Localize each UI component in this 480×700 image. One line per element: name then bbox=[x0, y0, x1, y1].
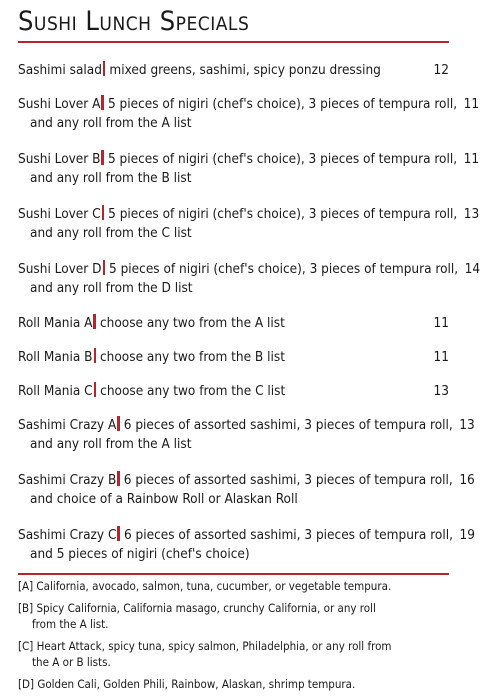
red-bar-separator bbox=[94, 382, 97, 397]
list-note-c bbox=[18, 639, 449, 670]
list-note-b bbox=[18, 601, 449, 632]
item-description: 5 pieces of nigiri (chef's choice), 3 pieces of tempura roll, bbox=[107, 96, 458, 112]
red-bar-separator bbox=[101, 150, 104, 165]
note-line: [B] Spicy California, California masago, crunchy California, or any roll bbox=[18, 601, 376, 615]
red-bar-separator bbox=[102, 205, 105, 220]
item-name: Sushi Lover A bbox=[18, 96, 101, 112]
note-line-continued: from the A list. bbox=[32, 616, 109, 631]
note-line: [D] Golden Cali, Golden Phili, Rainbow, Alaskan, shrimp tempura. bbox=[18, 677, 356, 691]
item-description: 6 pieces of assorted sashimi, 3 pieces of tempura roll, bbox=[123, 527, 453, 543]
red-bar-separator bbox=[117, 416, 120, 431]
item-name: Sushi Lover B bbox=[18, 151, 101, 167]
red-bar-separator bbox=[94, 348, 97, 363]
item-name: Sashimi Crazy C bbox=[18, 527, 117, 543]
item-description-continued: and any roll from the A list bbox=[30, 436, 192, 452]
item-description: 6 pieces of assorted sashimi, 3 pieces of tempura roll, bbox=[123, 472, 453, 488]
item-description-continued: and choice of a Rainbow Roll or Alaskan Roll bbox=[30, 491, 298, 507]
item-description: choose any two from the B list bbox=[100, 349, 285, 365]
item-price: 13 bbox=[459, 417, 475, 433]
title-divider bbox=[18, 41, 449, 43]
item-description: 6 pieces of assorted sashimi, 3 pieces of tempura roll, bbox=[123, 417, 453, 433]
item-description-continued: and any roll from the C list bbox=[30, 225, 192, 241]
menu-item bbox=[18, 205, 480, 243]
item-name: Sashimi Crazy A bbox=[18, 417, 117, 433]
item-description-continued: and any roll from the A list bbox=[30, 115, 192, 131]
list-note-a bbox=[18, 579, 449, 595]
item-description: mixed greens, sashimi, spicy ponzu dressing bbox=[109, 62, 381, 78]
item-name: Roll Mania A bbox=[18, 315, 93, 331]
red-bar-separator bbox=[93, 314, 96, 329]
red-bar-separator bbox=[101, 95, 104, 110]
menu-item bbox=[18, 95, 480, 133]
item-price: 13 bbox=[463, 206, 480, 222]
red-bar-separator bbox=[117, 471, 120, 486]
item-price: 11 bbox=[463, 96, 480, 112]
red-bar-separator bbox=[103, 260, 106, 275]
item-name: Sushi Lover D bbox=[18, 261, 102, 277]
menu-item bbox=[18, 314, 449, 333]
footer-divider bbox=[18, 573, 449, 575]
item-price: 14 bbox=[464, 261, 480, 277]
item-price: 12 bbox=[433, 62, 449, 78]
menu-item bbox=[18, 260, 480, 298]
item-description: 5 pieces of nigiri (chef's choice), 3 pieces of tempura roll, bbox=[109, 261, 459, 277]
item-price: 11 bbox=[463, 151, 480, 167]
menu-item bbox=[18, 348, 449, 367]
item-name: Sashimi Crazy B bbox=[18, 472, 117, 488]
item-description-continued: and 5 pieces of nigiri (chef's choice) bbox=[30, 546, 250, 562]
item-price: 19 bbox=[459, 527, 475, 543]
menu-item bbox=[18, 416, 475, 454]
item-price: 11 bbox=[433, 349, 449, 365]
menu-item bbox=[18, 471, 475, 509]
note-line-continued: the A or B lists. bbox=[32, 654, 111, 669]
item-name: Roll Mania C bbox=[18, 383, 93, 399]
item-description-continued: and any roll from the D list bbox=[30, 280, 193, 296]
red-bar-separator bbox=[117, 526, 120, 541]
note-line: [C] Heart Attack, spicy tuna, spicy salmon, Philadelphia, or any roll from bbox=[18, 639, 392, 653]
item-name: Sushi Lover C bbox=[18, 206, 101, 222]
menu-item bbox=[18, 526, 475, 564]
item-name: Sashimi salad bbox=[18, 62, 102, 78]
item-name: Roll Mania B bbox=[18, 349, 93, 365]
item-description: 5 pieces of nigiri (chef's choice), 3 pieces of tempura roll, bbox=[107, 151, 458, 167]
item-description: choose any two from the A list bbox=[99, 315, 285, 331]
item-description: 5 pieces of nigiri (chef's choice), 3 pieces of tempura roll, bbox=[108, 206, 458, 222]
item-description: choose any two from the C list bbox=[100, 383, 286, 399]
item-price: 11 bbox=[433, 315, 449, 331]
menu-item bbox=[18, 382, 449, 401]
item-description-continued: and any roll from the B list bbox=[30, 170, 192, 186]
red-bar-separator bbox=[103, 61, 106, 76]
list-note-d bbox=[18, 677, 449, 693]
page-title: Sushi Lunch Specials bbox=[18, 6, 250, 37]
item-price: 16 bbox=[459, 472, 475, 488]
note-line: [A] California, avocado, salmon, tuna, cucumber, or vegetable tempura. bbox=[18, 579, 392, 593]
menu-item bbox=[18, 150, 480, 188]
item-price: 13 bbox=[433, 383, 449, 399]
menu-item bbox=[18, 61, 449, 80]
